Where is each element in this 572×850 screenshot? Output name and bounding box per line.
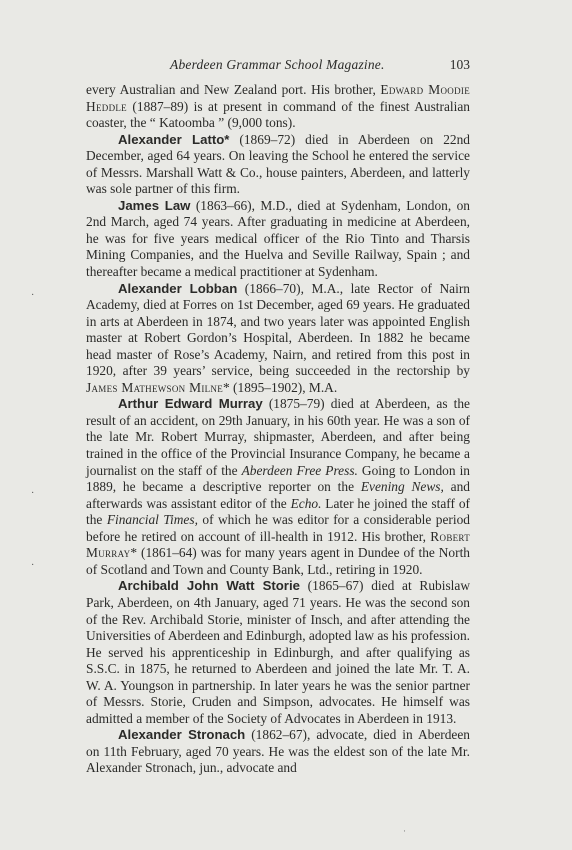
paragraph <box>86 198 470 281</box>
text-run: (1865–67) died at Rubislaw Park, Aberdeen, on 4th January, aged 71 years. He was the second son of the Rev. Archibald Storie, minister of Insch, and after attending the Universities of Aberdeen and Edinburgh, adopted law as his profession. He served his apprenticeship in Edinburgh, and after qualifying as S.S.C. in 1875, he returned to Aberdeen and joined the late Mr. T. A. W. A. Youngson in partnership. In later years he was the senior partner of Messrs. Storie, Cruden and Simpson, advocates. He himself was admitted a member of the Society of Advocates in Aberdeen in 1913. <box>86 578 470 726</box>
person-name: James Law <box>118 197 191 213</box>
person-name: Alexander Stronach <box>118 727 246 743</box>
person-name: Alexander Lobban <box>118 280 238 296</box>
text-run: * (1861–64) was for many years agent in Dundee of the North of Scotland and Town and County Bank, Ltd., retiring in 1920. <box>86 545 470 577</box>
text-run: (1875–79) died at Aberdeen, as the result of an accident, on 29th January, in his 60th year. He was a son of the late Mr. Robert Murray, shipmaster, Aberdeen, and after being trained in the office of the Provincial Insurance Company, he became a journalist on the staff of the <box>86 396 470 478</box>
relative-name: Robert Murray <box>86 528 470 561</box>
person-name: Arthur Edward Murray <box>118 396 263 412</box>
text-run: of which he was editor for a considerable period before he retired on account of ill-health in 1912. His brother, <box>86 512 470 544</box>
paragraph <box>86 578 470 727</box>
paragraph <box>86 396 470 578</box>
person-name: Archibald John Watt Storie <box>118 578 300 594</box>
magazine-title: Aberdeen Grammar School Magazine. <box>170 57 385 72</box>
text-run: (1862–67), advocate, died in Aberdeen on 11th February, aged 70 years. He was the eldest son of the late Mr. Alexander Stronach, jun., advocate and <box>86 727 470 776</box>
text-run: * (1895–1902), M.A. <box>223 379 338 395</box>
margin-dot: · <box>31 290 35 301</box>
text-run: (1863–66), M.D., died at Sydenham, London, on 2nd March, aged 74 years. After graduating in medicine at Aberdeen, he was for five years medical officer of the Rio Tinto and Tharsis Mining Companies, and the Huelva and Seville Railway, Spain ; and thereafter became a medical practitioner at Sydenham. <box>86 197 470 280</box>
paragraph <box>86 281 470 397</box>
text-run: every Australian and New Zealand port. His brother, <box>86 82 381 97</box>
publication-title: Aberdeen Free Press. <box>241 462 358 478</box>
text-run: (1866–70), M.A., late Rector of Nairn Academy, died at Forres on 1st December, aged 69 years. He graduated in arts at Aberdeen in 1874, and two years later was appointed English master at Robert Gordon’s Hospital, Aberdeen. In 1882 he became head master of Rose’s Academy, Nairn, and retired from this post in 1920, after 39 years’ service, being succeeded in the rectorship by <box>86 280 470 379</box>
text-run: and afterwards was assistant editor of the <box>86 479 471 511</box>
text-run: (1887–89) is at present in command of the finest Australian coaster, the “ Katoomba ” (9,000 tons). <box>86 98 470 131</box>
paragraph <box>86 82 470 132</box>
paragraph <box>86 132 470 198</box>
running-header <box>86 54 484 76</box>
publication-title: Echo. <box>290 495 322 511</box>
relative-name: Edward Moodie Heddle <box>86 82 470 114</box>
margin-dot: · <box>31 488 35 499</box>
obituary-text <box>86 82 470 777</box>
publication-title: Financial Times, <box>106 512 198 528</box>
person-name: Alexander Latto* <box>118 131 230 147</box>
text-run: Later he joined the staff of the <box>86 495 470 528</box>
paragraph <box>86 727 470 777</box>
text-run: Going to London in 1889, he became a descriptive reporter on the <box>86 462 470 495</box>
publication-title: Evening News, <box>360 479 444 495</box>
relative-name: James Mathewson Milne <box>86 379 224 395</box>
margin-dot: · <box>403 826 406 836</box>
margin-dot: · <box>31 560 35 571</box>
text-run: (1869–72) died in Aberdeen on 22nd December, aged 64 years. On leaving the School he entered the service of Messrs. Marshall Watt & Co., house painters, Aberdeen, and latterly was sole partner of this firm. <box>86 131 470 197</box>
page-number: 103 <box>449 57 470 72</box>
